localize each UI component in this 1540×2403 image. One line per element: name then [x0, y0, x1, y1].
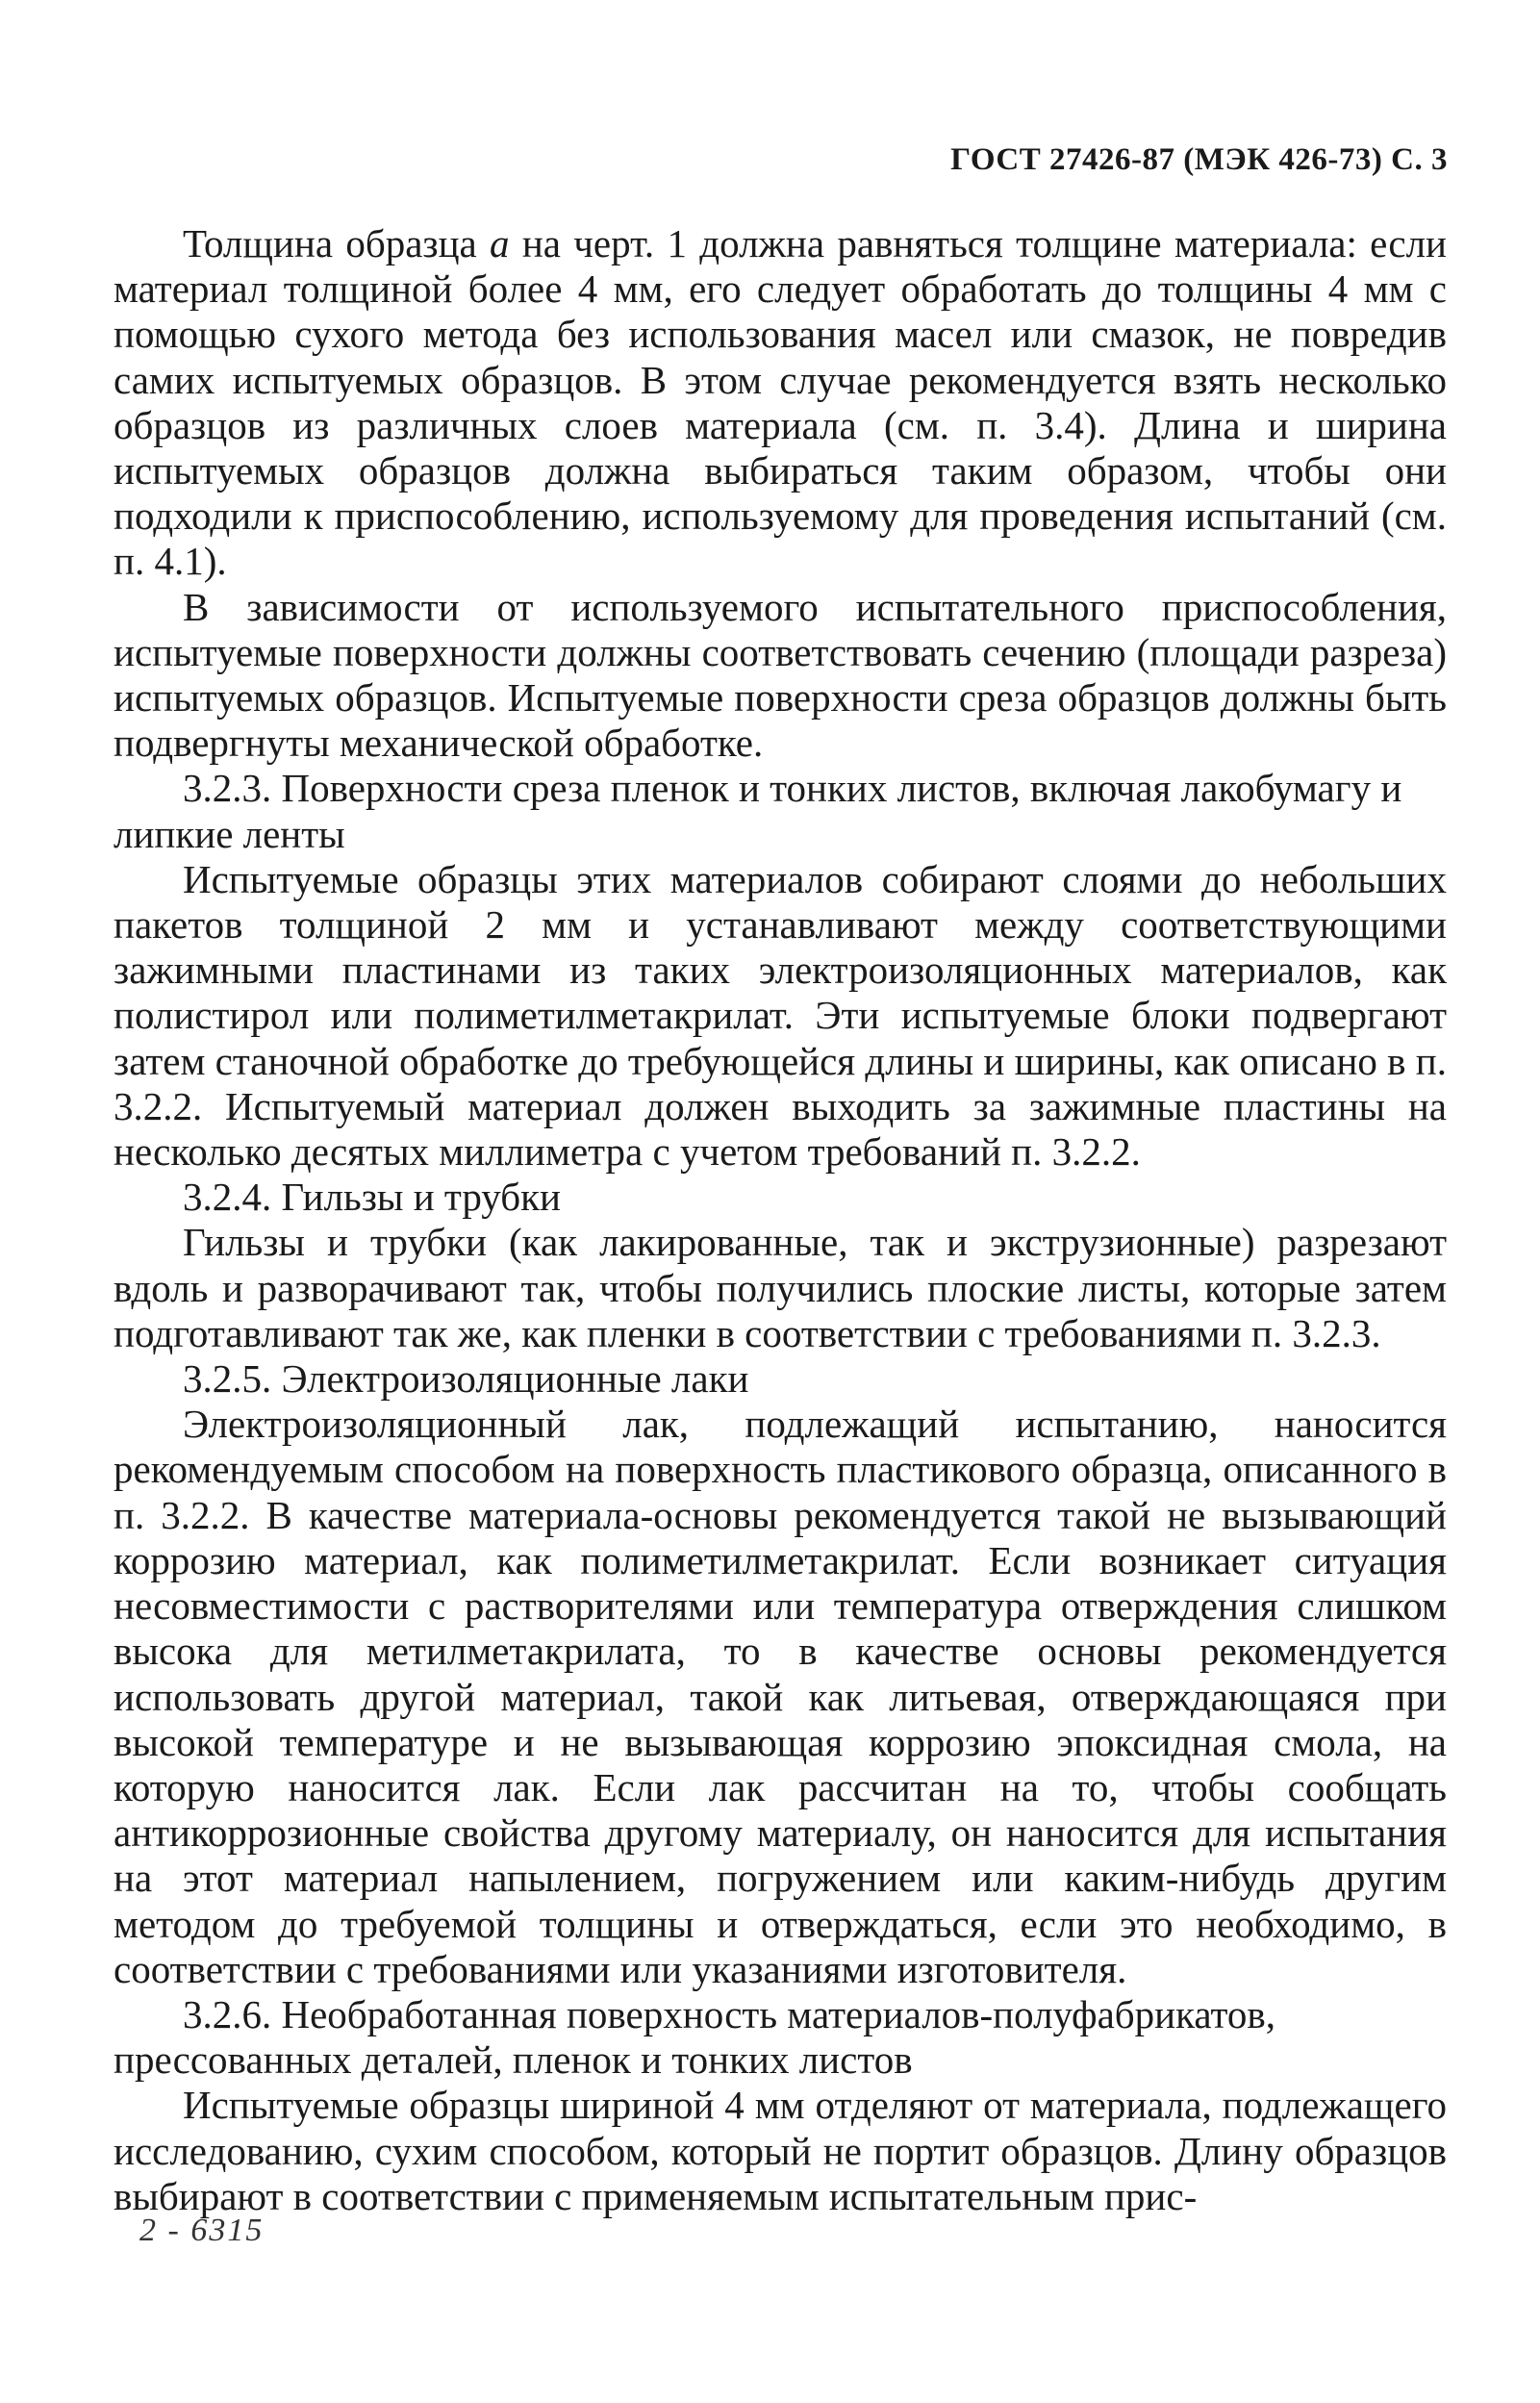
- paragraph-samples: Испытуемые образцы шириной 4 мм отделяют от материала, подлежащего исследованию, сухим способом, который не портит образцов. Длину образцов выбирают в соответствии с применяемым испытательным прис-: [114, 2083, 1447, 2218]
- paragraph-thickness: Толщина образца a на черт. 1 должна равняться толщине материала: если материал толщиной более 4 мм, его следует обработать до толщины 4 мм с помощью сухого метода без использования масел или смазок, не повредив самих испытуемых образцов. В этом случае рекомендуется взять несколько образцов из различных слоев материала (см. п. 3.4). Длина и ширина испытуемых образцов должна выбираться таким образом, чтобы они подходили к приспособлению, используемому для проведения испытаний (см. п. 4.1).: [114, 221, 1447, 584]
- section-heading-3-2-3: 3.2.3. Поверхности среза пленок и тонких листов, включая лакобумагу и липкие ленты: [114, 766, 1402, 856]
- paragraph-tubes: Гильзы и трубки (как лакированные, так и экструзионные) разрезают вдоль и разворачивают так, чтобы получились плоские листы, которые затем подготавливают так же, как пленки в соответствии с требованиями п. 3.2.3.: [114, 1220, 1447, 1355]
- section-heading-3-2-5: 3.2.5. Электроизоляционные лаки: [183, 1356, 749, 1402]
- page-header: ГОСТ 27426-87 (МЭК 426-73) С. 3: [950, 142, 1448, 177]
- section-heading-3-2-6: 3.2.6. Необработанная поверхность материалов-полуфабрикатов, прессованных деталей, пленок и тонких листов: [114, 1991, 1275, 2083]
- paragraph-surfaces: В зависимости от используемого испытательного приспособления, испытуемые поверхности должны соответствовать сечению (площади разреза) испытуемых образцов. Испытуемые поверхности среза образцов должны быть подвергнуты механической обработке.: [114, 584, 1447, 766]
- page-signature-mark: 2 - 6315: [139, 2213, 265, 2248]
- paragraph-films: Испытуемые образцы этих материалов собирают слоями до небольших пакетов толщиной 2 мм и устанавливают между соответствующими зажимными пластинами из таких электроизоляционных материалов, как полистирол или полиметилметакрилат. Эти испытуемые блоки подвергают затем станочной обработке до требующейся длины и ширины, как описано в п. 3.2.2. Испытуемый материал должен выходить за зажимные пластины на несколько десятых миллиметра с учетом требований п. 3.2.2.: [114, 856, 1447, 1175]
- document-body: [114, 221, 1447, 2219]
- paragraph-varnishes: Электроизоляционный лак, подлежащий испытанию, наносится рекомендуемым способом на поверхность пластикового образца, описанного в п. 3.2.2. В качестве материала-основы рекомендуется такой не вызывающий коррозию материал, как полиметилметакрилат. Если возникает ситуация несовместимости с растворителями или температура отверждения слишком высока для метилметакрилата, то в качестве основы рекомендуется использовать другой материал, такой как литьевая, отверждающаяся при высокой температуре и не вызывающая коррозию эпоксидная смола, на которую наносится лак. Если лак рассчитан на то, чтобы сообщать антикоррозионные свойства другому материалу, он наносится для испытания на этот материал напылением, погружением или каким-нибудь другим методом до требуемой толщины и отверждаться, если это необходимо, в соответствии с требованиями или указаниями изготовителя.: [114, 1402, 1447, 1991]
- section-heading-3-2-4: 3.2.4. Гильзы и трубки: [183, 1175, 561, 1220]
